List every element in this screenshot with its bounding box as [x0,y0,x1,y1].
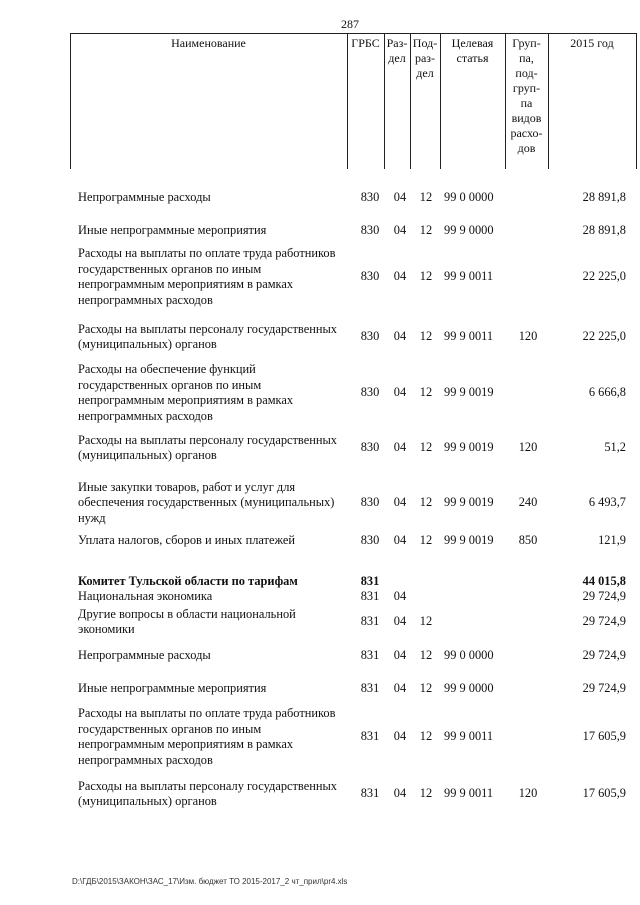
cell-name: Расходы на обеспечение функций государственных органов по иным непрограммным мероприятиям в рамках непрограммных расходов [78,362,294,423]
cell-sum: 44 015,8 [582,574,626,588]
cell-name: Другие вопросы в области национальной экономики [78,606,296,636]
cell-vr: 120 [518,329,538,343]
cell-prz: 12 [419,329,433,343]
cell-name: Непрограммные расходы [78,648,211,662]
cell-rz: 04 [393,190,407,204]
header-name: Наименование [171,36,246,50]
cell-cs: 99 9 0019 [444,385,494,399]
header-year: 2015 год [570,36,614,50]
cell-prz: 12 [419,648,433,662]
cell-sum: 22 225,0 [582,329,626,343]
cell-cs: 99 9 0011 [444,729,494,743]
cell-rz: 04 [393,614,407,628]
cell-grbs: 831 [360,681,380,695]
cell-grbs: 831 [360,648,380,662]
cell-rz: 04 [393,385,407,399]
cell-name: Расходы на выплаты персоналу государственных (муниципальных) органов [78,321,337,351]
cell-sum: 29 724,9 [582,614,626,628]
cell-grbs: 831 [360,574,380,588]
header-line: дов [517,141,536,155]
cell-rz: 04 [393,269,407,283]
page-number: 287 [341,17,359,31]
col-border [548,33,549,169]
cell-grbs: 830 [360,440,380,454]
cell-prz: 12 [419,440,433,454]
cell-prz: 12 [419,614,433,628]
cell-grbs: 831 [360,729,380,743]
cell-sum: 121,9 [598,533,626,547]
cell-grbs: 831 [360,589,380,603]
header-line: видов [511,111,542,125]
cell-name: Иные непрограммные мероприятия [78,681,267,695]
cell-rz: 04 [393,533,407,547]
cell-cs: 99 9 0019 [444,533,494,547]
cell-prz: 12 [419,223,433,237]
cell-grbs: 830 [360,329,380,343]
cell-cs: 99 0 0000 [444,190,494,204]
cell-name: Уплата налогов, сборов и иных платежей [78,533,296,547]
header-line: па [520,96,533,110]
cell-prz: 12 [419,385,433,399]
header-grbs: ГРБС [351,36,380,50]
cell-sum: 29 724,9 [582,589,626,603]
cell-cs: 99 0 0000 [444,648,494,662]
cell-name: Иные закупки товаров, работ и услуг для обеспечения государственных (муниципальных) нужд [78,479,335,525]
file-path-footer: D:\ГДБ\2015\ЗАКОН\ЗАС_17\Изм. бюджет ТО 2015-2017_2 чт_прил\pr4.xls [72,877,348,886]
cell-prz: 12 [419,729,433,743]
cell-vr: 120 [518,440,538,454]
header-line: Целевая [451,36,494,50]
cell-rz: 04 [393,648,407,662]
header-line: па, [519,51,534,65]
cell-rz: 04 [393,786,407,800]
cell-rz: 04 [393,495,407,509]
cell-prz: 12 [419,786,433,800]
cell-vr: 120 [518,786,538,800]
cell-rz: 04 [393,329,407,343]
header-line: Раз- [386,36,408,50]
cell-sum: 28 891,8 [582,190,626,204]
cell-sum: 28 891,8 [582,223,626,237]
cell-vr: 240 [518,495,538,509]
cell-prz: 12 [419,681,433,695]
cell-rz: 04 [393,729,407,743]
cell-prz: 12 [419,533,433,547]
cell-cs: 99 9 0011 [444,786,494,800]
cell-name: Расходы на выплаты персоналу государственных (муниципальных) органов [78,432,337,462]
cell-rz: 04 [393,681,407,695]
col-border [347,33,348,169]
cell-rz: 04 [393,440,407,454]
cell-prz: 12 [419,495,433,509]
cell-cs: 99 9 0000 [444,223,494,237]
header-razdel [384,36,410,66]
cell-grbs: 830 [360,269,380,283]
cell-name: Расходы на выплаты персоналу государственных (муниципальных) органов [78,778,337,808]
header-top-border [70,33,637,34]
cell-grbs: 830 [360,385,380,399]
cell-name: Расходы на выплаты по оплате труда работников государственных органов по иным непрограммным мероприятиям в рамках непрограммных расходов [78,706,336,767]
cell-grbs: 830 [360,495,380,509]
header-line: Под- [412,36,438,50]
header-podrazdel [410,36,440,81]
cell-rz: 04 [393,223,407,237]
cell-rz: 04 [393,589,407,603]
cell-cs: 99 9 0019 [444,495,494,509]
cell-sum: 6 493,7 [588,495,626,509]
header-line: расхо- [510,126,543,140]
cell-sum: 22 225,0 [582,269,626,283]
header-line: статья [456,51,489,65]
cell-cs: 99 9 0019 [444,440,494,454]
cell-sum: 51,2 [604,440,626,454]
cell-sum: 17 605,9 [582,729,626,743]
cell-grbs: 831 [360,614,380,628]
cell-sum: 6 666,8 [588,385,626,399]
header-expense-group [505,36,548,156]
cell-name: Непрограммные расходы [78,190,211,204]
cell-prz: 12 [419,269,433,283]
cell-name: Национальная экономика [78,589,213,603]
col-border [70,33,71,169]
header-target-article [440,36,505,66]
cell-vr: 850 [518,533,538,547]
col-border [636,33,637,169]
cell-cs: 99 9 0011 [444,269,494,283]
cell-cs: 99 9 0000 [444,681,494,695]
header-line: груп- [512,81,541,95]
cell-cs: 99 9 0011 [444,329,494,343]
cell-sum: 29 724,9 [582,681,626,695]
cell-name: Иные непрограммные мероприятия [78,223,267,237]
cell-grbs: 830 [360,223,380,237]
header-line: Груп- [512,36,541,50]
header-line: под- [515,66,538,80]
cell-prz: 12 [419,190,433,204]
cell-grbs: 830 [360,190,380,204]
header-line: раз- [414,51,436,65]
cell-sum: 17 605,9 [582,786,626,800]
cell-grbs: 831 [360,786,380,800]
cell-name: Расходы на выплаты по оплате труда работников государственных органов по иным непрограммным мероприятиям в рамках непрограммных расходов [78,246,336,307]
cell-name: Комитет Тульской области по тарифам [78,574,298,588]
cell-grbs: 830 [360,533,380,547]
header-line: дел [416,66,434,80]
cell-sum: 29 724,9 [582,648,626,662]
header-line: дел [388,51,406,65]
